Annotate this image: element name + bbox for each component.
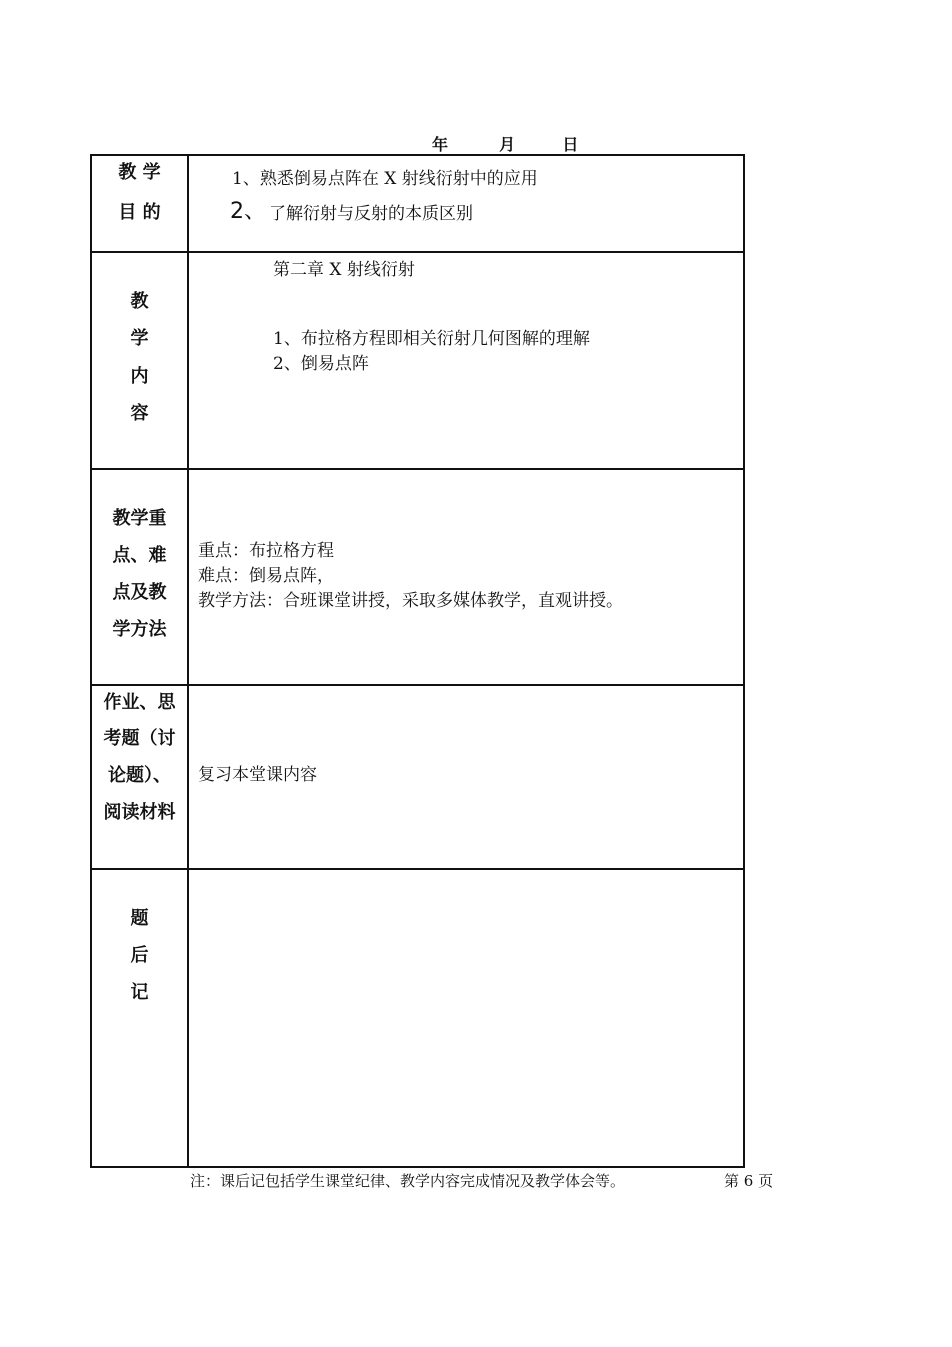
content-row (91, 252, 744, 469)
objectives-label (91, 155, 188, 252)
day-label: 日 (562, 135, 579, 154)
key-points-label-line-2: 点、难 (112, 545, 167, 566)
objective-item-2-text: 了解衍射与反射的本质区别 (269, 204, 473, 224)
content-label (91, 252, 188, 469)
content-item-1: 1、布拉格方程即相关衍射几何图解的理解 (273, 329, 590, 349)
content-label-line-1: 教 (130, 291, 149, 312)
footer-note: 注：课后记包括学生课堂纪律、教学内容完成情况及教学体会等。 (190, 1172, 626, 1190)
objective-item-2-number: 2、 (230, 199, 266, 224)
postscript-label-line-3: 记 (130, 982, 149, 1003)
difficulty-line: 难点：倒易点阵， (198, 566, 334, 586)
content-label-line-3: 内 (130, 366, 149, 387)
objectives-label-line-2: 目 的 (118, 202, 161, 223)
month-label: 月 (499, 135, 516, 154)
homework-content (188, 685, 744, 869)
method-line: 教学方法：合班课堂讲授，采取多媒体教学，直观讲授。 (198, 591, 623, 611)
homework-row (91, 685, 744, 869)
page-number: 第 6 页 (724, 1172, 774, 1190)
postscript-label (91, 869, 188, 1167)
key-points-label (91, 469, 188, 685)
objectives-row (91, 155, 744, 252)
content-label-line-2: 学 (130, 328, 149, 349)
key-points-label-line-1: 教学重 (112, 508, 167, 529)
date-line (432, 132, 578, 155)
postscript-label-line-2: 后 (130, 945, 149, 966)
postscript-content (188, 869, 744, 1167)
key-points-label-line-3: 点及教 (112, 582, 167, 603)
homework-text: 复习本堂课内容 (198, 765, 317, 785)
postscript-label-line-1: 题 (130, 908, 149, 929)
homework-label-line-3: 论题）、 (108, 765, 171, 786)
homework-label-line-2: 考题（讨 (103, 728, 176, 749)
key-points-label-line-4: 学方法 (112, 619, 167, 640)
objectives-content (188, 155, 744, 252)
homework-label-line-4: 阅读材料 (103, 802, 176, 823)
homework-label-line-1: 作业、思 (103, 692, 176, 713)
key-points-content (188, 469, 744, 685)
key-point-line: 重点：布拉格方程 (198, 541, 334, 561)
content-content (188, 252, 744, 469)
homework-label (91, 685, 188, 869)
year-label: 年 (432, 135, 449, 154)
key-points-row (91, 469, 744, 685)
postscript-row (91, 869, 744, 1167)
objective-item-1: 1、熟悉倒易点阵在 X 射线衍射中的应用 (232, 169, 538, 189)
content-item-2: 2、倒易点阵 (273, 354, 369, 374)
content-label-line-4: 容 (130, 403, 149, 424)
chapter-title: 第二章 X 射线衍射 (273, 260, 415, 280)
lesson-plan-table (90, 154, 745, 1168)
objectives-label-line-1: 教 学 (118, 162, 161, 183)
